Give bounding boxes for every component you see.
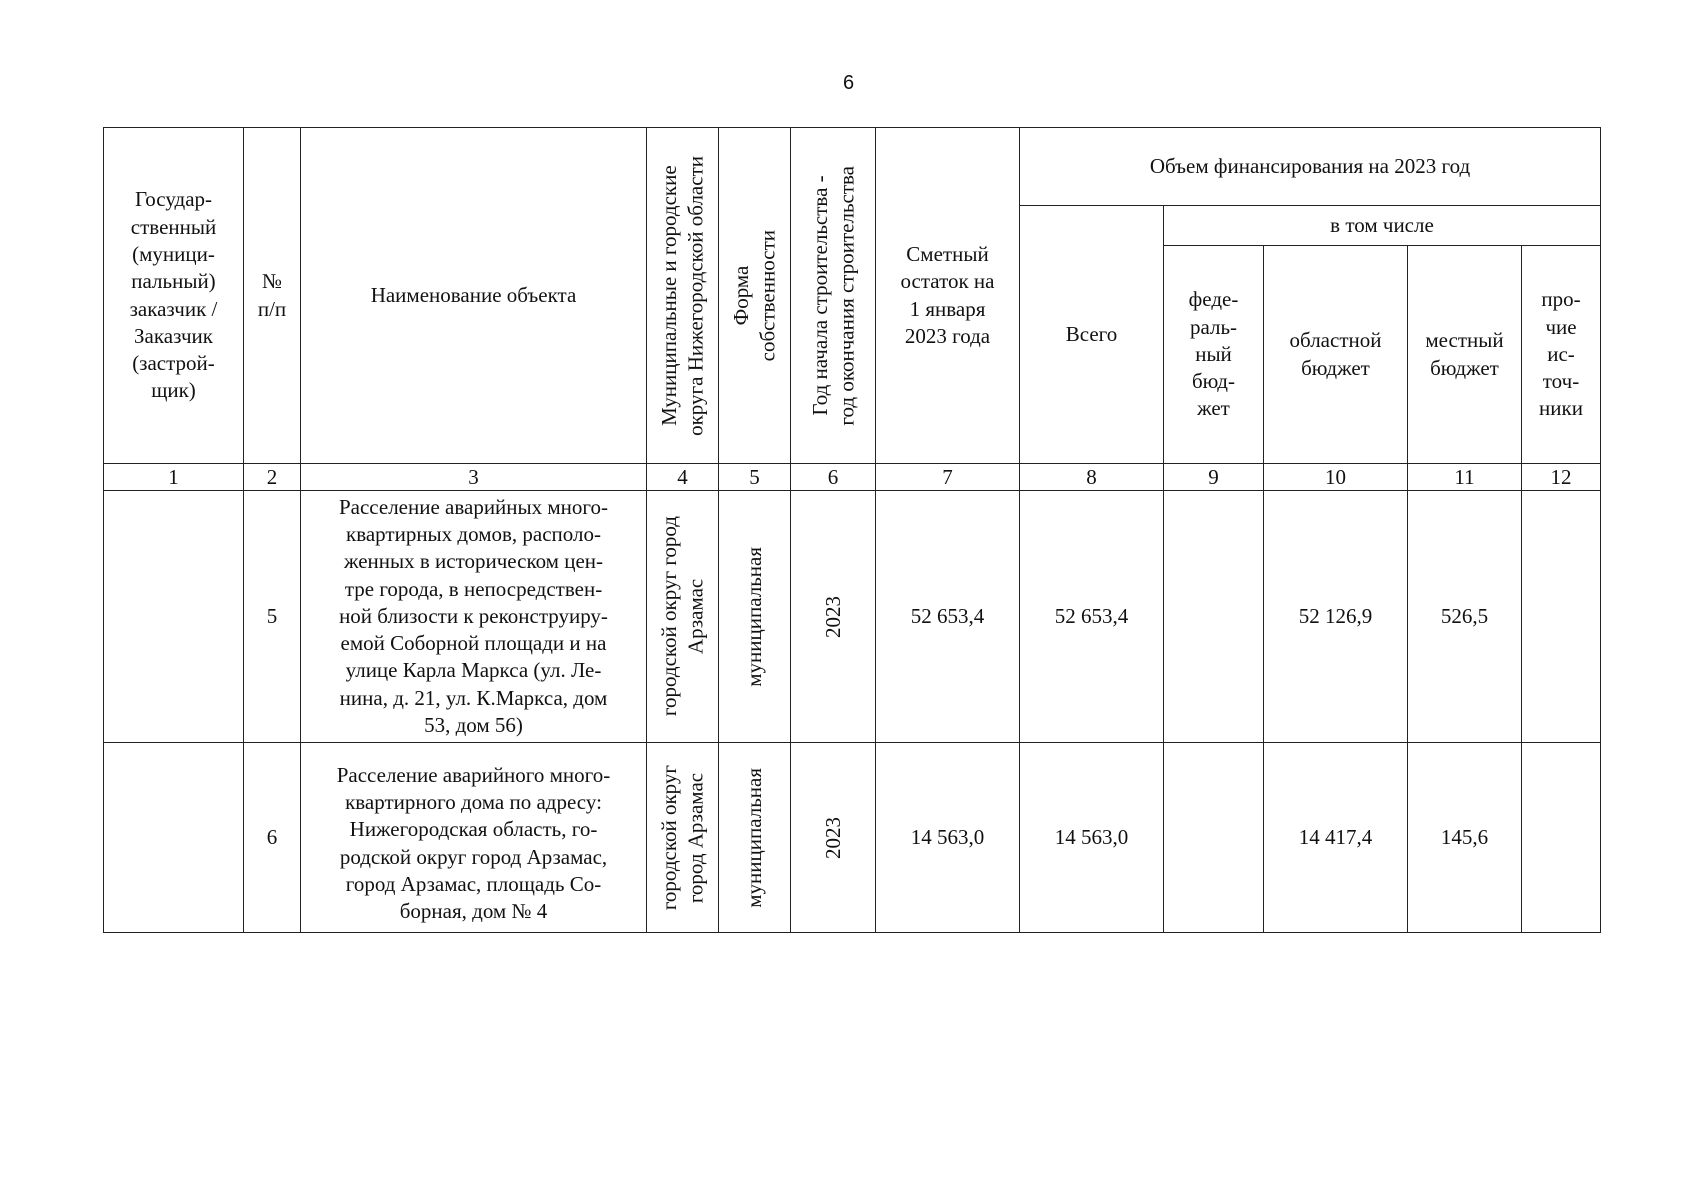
header-number: № п/п [244, 128, 301, 464]
column-number-row [104, 464, 1601, 491]
table-row [104, 491, 1601, 743]
column-number: 8 [1020, 464, 1164, 491]
cell-other [1522, 491, 1601, 743]
cell-ownership-text: муниципальная [742, 546, 767, 687]
header-row-1 [104, 128, 1601, 206]
column-number: 1 [104, 464, 244, 491]
cell-total: 14 563,0 [1020, 743, 1164, 933]
header-ownership-text: Форма собственности [729, 229, 780, 362]
cell-municipality [647, 743, 719, 933]
header-financing-group: Объем финансирования на 2023 год [1020, 128, 1601, 206]
cell-number: 6 [244, 743, 301, 933]
column-number: 6 [791, 464, 876, 491]
column-number: 5 [719, 464, 791, 491]
header-including: в том числе [1164, 206, 1601, 246]
cell-local: 145,6 [1408, 743, 1522, 933]
header-estimated-balance: Сметный остаток на 1 января 2023 года [876, 128, 1020, 464]
header-total: Всего [1020, 206, 1164, 464]
header-years-text: Год начала строительства - год окончания строительства [807, 165, 858, 426]
cell-local: 526,5 [1408, 491, 1522, 743]
column-number: 12 [1522, 464, 1601, 491]
cell-customer [104, 491, 244, 743]
column-number: 11 [1408, 464, 1522, 491]
header-other: про- чие ис- точ- ники [1522, 246, 1601, 464]
cell-estimated-balance: 52 653,4 [876, 491, 1020, 743]
column-number: 3 [301, 464, 647, 491]
financing-table [103, 127, 1601, 933]
cell-federal [1164, 743, 1264, 933]
cell-object-name: Расселение аварийных много- квартирных домов, располо- женных в историческом цен- тре города, в непосредствен- ной близости к реконструиру- емой Соборной площади и на улице Карла Маркса (ул. Ле- нина, д. 21, ул. К.Маркса, дом 53, дом 56) [301, 491, 647, 743]
header-customer: Государ- ственный (муници- пальный) заказчик / Заказчик (застрой- щик) [104, 128, 244, 464]
column-number: 7 [876, 464, 1020, 491]
header-ownership [719, 128, 791, 464]
header-federal: феде- раль- ный бюд- жет [1164, 246, 1264, 464]
column-number: 9 [1164, 464, 1264, 491]
cell-number: 5 [244, 491, 301, 743]
cell-years [791, 743, 876, 933]
column-number: 10 [1264, 464, 1408, 491]
cell-total: 52 653,4 [1020, 491, 1164, 743]
table-row [104, 743, 1601, 933]
column-number: 2 [244, 464, 301, 491]
cell-municipality-text: городской округ город Арзамас [657, 764, 708, 911]
cell-ownership [719, 491, 791, 743]
header-local: местный бюджет [1408, 246, 1522, 464]
cell-federal [1164, 491, 1264, 743]
cell-ownership-text: муниципальная [742, 767, 767, 908]
cell-years-text: 2023 [820, 595, 845, 638]
cell-ownership [719, 743, 791, 933]
column-number: 4 [647, 464, 719, 491]
header-years [791, 128, 876, 464]
cell-municipality [647, 491, 719, 743]
cell-object-name: Расселение аварийного много- квартирного дома по адресу: Нижегородская область, го- родской округ город Арзамас, город Арзамас, площадь Со- борная, дом № 4 [301, 743, 647, 933]
header-object-name: Наименование объекта [301, 128, 647, 464]
cell-customer [104, 743, 244, 933]
header-municipality [647, 128, 719, 464]
cell-years [791, 491, 876, 743]
header-municipality-text: Муниципальные и городские округа Нижегородской области [657, 155, 708, 436]
page-number: 6 [842, 72, 855, 94]
cell-municipality-text: городской округ город Арзамас [657, 516, 708, 717]
cell-years-text: 2023 [820, 816, 845, 859]
cell-other [1522, 743, 1601, 933]
header-regional: областной бюджет [1264, 246, 1408, 464]
cell-estimated-balance: 14 563,0 [876, 743, 1020, 933]
cell-regional: 52 126,9 [1264, 491, 1408, 743]
cell-regional: 14 417,4 [1264, 743, 1408, 933]
